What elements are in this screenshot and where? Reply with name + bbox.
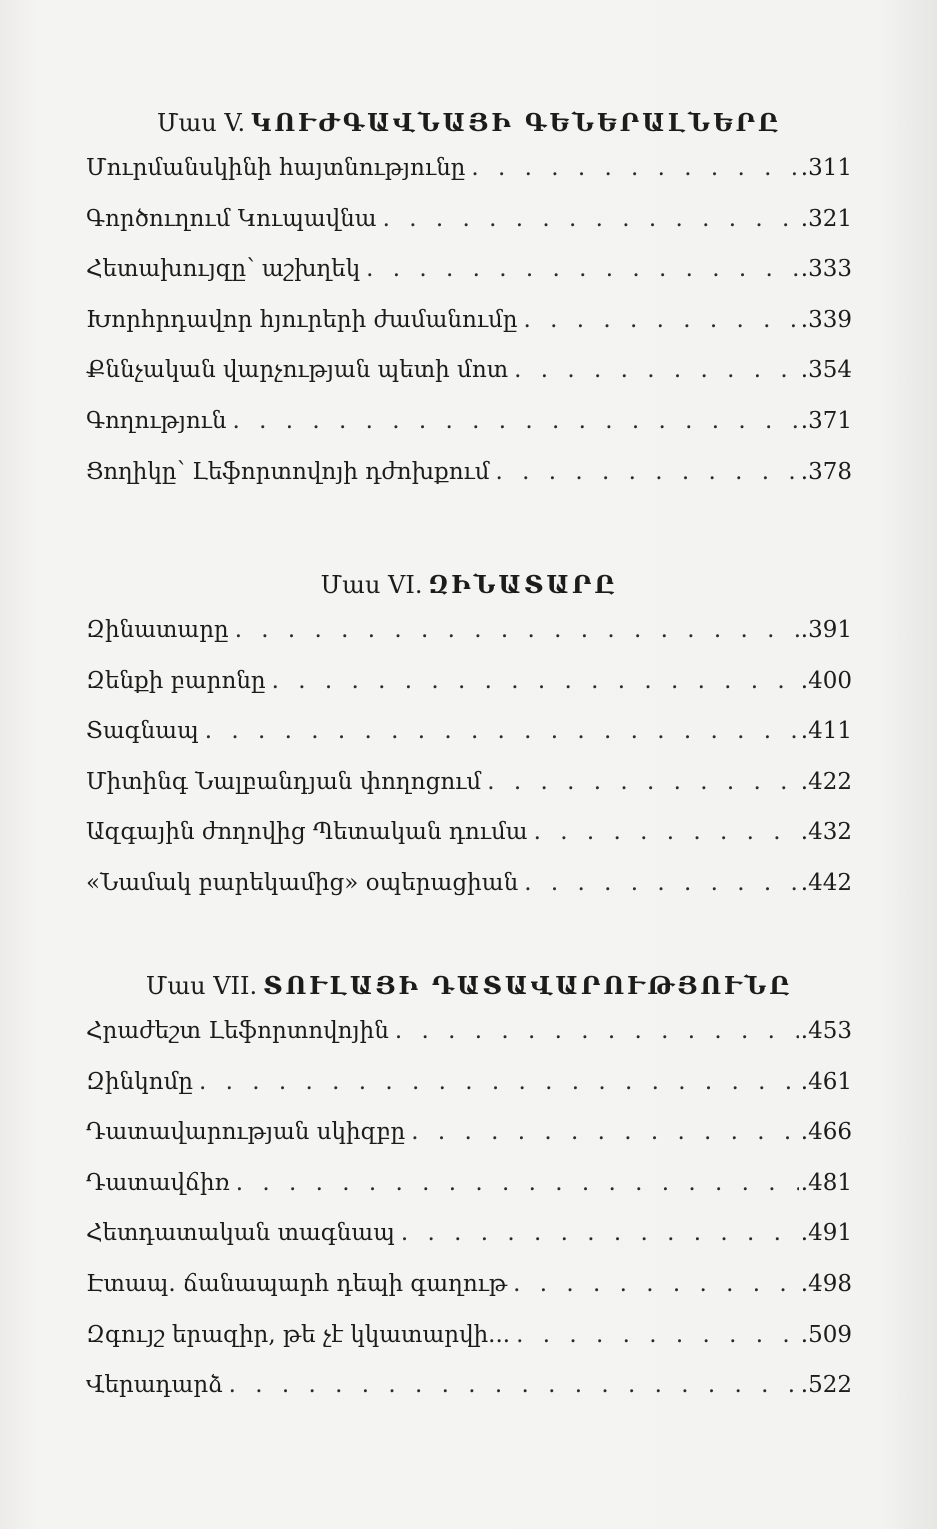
entry-title: Վերադարձ (86, 1372, 223, 1399)
entry-page: .522 (800, 1372, 852, 1399)
entry-page: .371 (800, 407, 852, 434)
entry-title: Ազգային ժողովից Պետական դումա (86, 819, 528, 846)
entry-title: Գողություն (86, 407, 227, 434)
dot-leader (471, 143, 798, 194)
dot-leader (395, 1006, 799, 1057)
dot-leader (496, 447, 799, 498)
entry-title: Գործուղում Կուպավնա (86, 205, 377, 232)
toc-entry[interactable] (86, 757, 852, 808)
dot-leader (534, 807, 799, 858)
dot-leader (487, 757, 799, 808)
dot-leader (229, 1360, 799, 1411)
dot-leader (524, 295, 799, 346)
entry-title: Հետդատական տագնապ (86, 1220, 395, 1247)
toc-entry[interactable] (86, 656, 852, 707)
toc-entry[interactable] (86, 706, 852, 757)
part-name: ԶԻՆԱՏԱՐԸ (428, 570, 618, 599)
entry-title: Դատավճիռ (86, 1169, 230, 1196)
entry-page: .509 (800, 1321, 852, 1348)
dot-leader (514, 345, 799, 396)
toc-entry[interactable] (86, 1107, 852, 1158)
entry-title: Քննչական վարչության պետի մոտ (86, 357, 509, 384)
entry-page: .321 (800, 205, 852, 232)
toc-entry[interactable] (86, 345, 852, 396)
part-heading (86, 966, 852, 1006)
entry-page: .354 (800, 357, 852, 384)
entry-page: .453 (800, 1018, 852, 1044)
dot-leader (401, 1208, 799, 1259)
toc-entry[interactable] (86, 396, 852, 447)
entry-title: Զենքի բարոնը (86, 667, 266, 694)
dot-leader (513, 1259, 799, 1310)
part-label: Մաս VI. (320, 571, 423, 599)
entry-title: Էտապ. ճանապարհ դեպի գաղութ (86, 1270, 508, 1297)
entry-page: .432 (800, 819, 852, 846)
toc-entry[interactable] (86, 605, 852, 656)
entry-page: .466 (800, 1119, 852, 1146)
part-name: ՏՈՒԼԱՅԻ ԴԱՏԱՎԱՐՈՒԹՅՈՒՆԸ (263, 971, 793, 1000)
entry-title: Տագնապ (86, 718, 199, 745)
dot-leader (524, 858, 799, 909)
dot-leader (411, 1107, 799, 1158)
part-name: ԿՈՒԺԳԱՎՆԱՅԻ ԳԵՆԵՐԱԼՆԵՐԸ (251, 108, 782, 137)
entry-title: Հրաժեշտ Լեֆորտովոյին (86, 1018, 389, 1044)
dot-leader (272, 656, 799, 707)
entry-title: Զինատարը (86, 617, 229, 643)
toc-entry[interactable] (86, 1259, 852, 1310)
entry-page: .400 (800, 667, 852, 694)
dot-leader (236, 1158, 799, 1209)
entry-title: Զգույշ երազիր, թե չէ կկատարվի... (86, 1321, 511, 1348)
dot-leader (199, 1057, 799, 1108)
toc-entry[interactable] (86, 1006, 852, 1057)
part-heading (86, 103, 852, 143)
dot-leader (383, 194, 799, 245)
entry-title: Զինկոմը (86, 1068, 194, 1095)
entry-page: .339 (800, 306, 852, 333)
toc-entry[interactable] (86, 447, 852, 498)
part-heading (86, 565, 852, 605)
toc-entry[interactable] (86, 1360, 852, 1411)
entry-title: Դատավարության սկիզբը (86, 1119, 406, 1146)
entry-title: Միտինգ Նալբանդյան փողոցում (86, 768, 482, 795)
dot-leader (366, 244, 799, 295)
toc-part-6 (86, 565, 852, 909)
toc-entry[interactable] (86, 858, 852, 909)
entry-page: .491 (800, 1220, 852, 1247)
entry-page: .461 (800, 1068, 852, 1095)
entry-page: .391 (800, 617, 852, 643)
entry-page: .442 (800, 869, 852, 896)
entry-page: .422 (800, 768, 852, 795)
dot-leader (516, 1310, 799, 1361)
toc-entry[interactable] (86, 1057, 852, 1108)
entry-title: Հետախույզը՝ աշխղեկ (86, 256, 361, 283)
entry-title: Խորհրդավոր հյուրերի ժամանումը (86, 306, 518, 333)
entry-title: Ցողիկը՝ Լեֆորտովոյի դժոխքում (86, 458, 490, 485)
dot-leader (233, 396, 799, 447)
entry-page: .311 (800, 155, 852, 181)
entry-page: .411 (800, 718, 852, 745)
toc-entry[interactable] (86, 194, 852, 245)
toc-entry[interactable] (86, 295, 852, 346)
toc-entry[interactable] (86, 244, 852, 295)
dot-leader (235, 605, 799, 656)
dot-leader (205, 706, 799, 757)
entry-title: Մուրմանսկինի հայտնությունը (86, 155, 466, 181)
entry-page: .498 (800, 1270, 852, 1297)
entry-page: .378 (800, 458, 852, 485)
toc-entry[interactable] (86, 143, 852, 194)
toc-entry[interactable] (86, 807, 852, 858)
toc-entry[interactable] (86, 1208, 852, 1259)
part-label: Մաս VII. (145, 972, 258, 1000)
toc-part-5 (86, 103, 852, 497)
entry-title: «Նամակ բարեկամից» օպերացիան (86, 869, 519, 896)
toc-entry[interactable] (86, 1158, 852, 1209)
part-label: Մաս V. (156, 109, 246, 137)
entry-page: .481 (800, 1169, 852, 1196)
toc-entry[interactable] (86, 1310, 852, 1361)
toc-part-7 (86, 966, 852, 1411)
entry-page: .333 (800, 256, 852, 283)
